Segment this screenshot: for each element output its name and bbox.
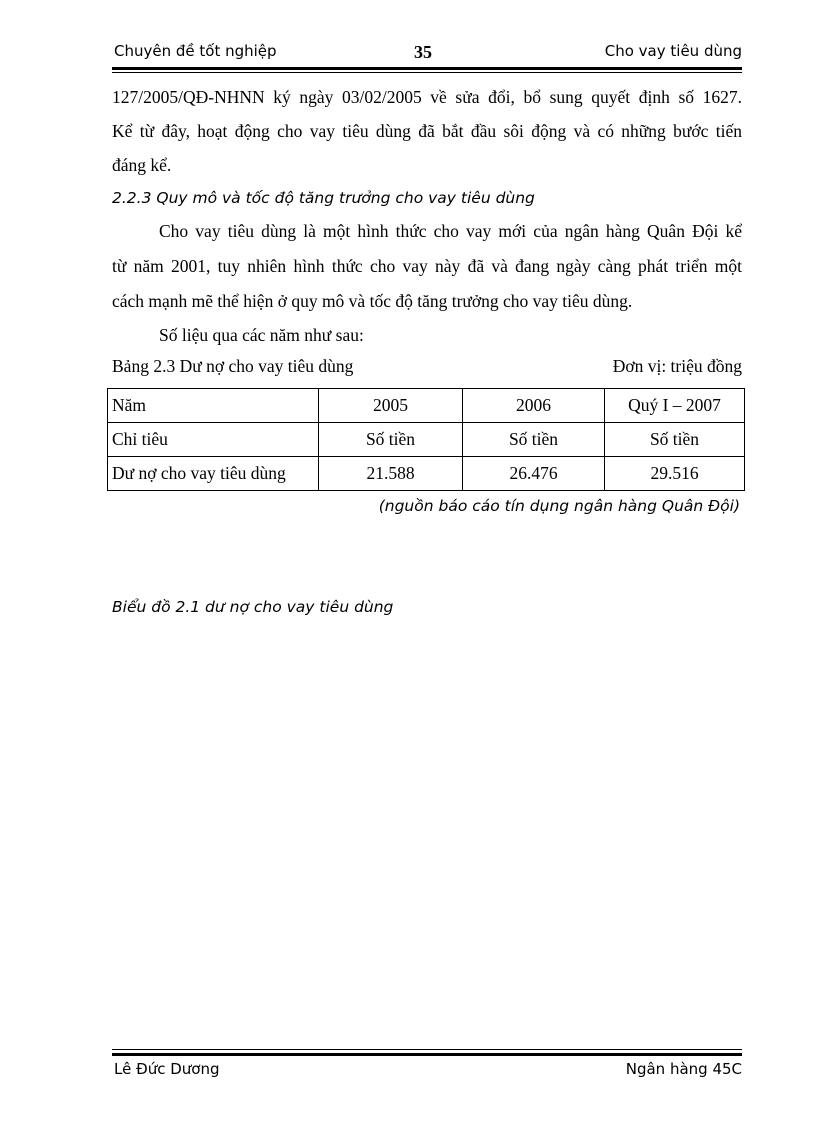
section-heading: 2.2.3 Quy mô và tốc độ tăng trưởng cho vay tiêu dùng <box>112 189 535 207</box>
page-number: 35 <box>414 42 432 62</box>
footer-rule-thick <box>112 1053 742 1056</box>
table-cell: 2005 <box>319 389 463 423</box>
header-rule-thin <box>112 72 742 73</box>
footer-rule-thin <box>112 1049 742 1050</box>
paragraph-line: Kể từ đây, hoạt động cho vay tiêu dùng đã bắt đầu sôi động và có những bước tiến <box>112 121 742 141</box>
table-row <box>108 457 745 491</box>
table-row <box>108 423 745 457</box>
table-cell: Năm <box>108 389 319 423</box>
table-cell: 21.588 <box>319 457 463 491</box>
paragraph-line: Cho vay tiêu dùng là một hình thức cho vay mới của ngân hàng Quân Đội kể <box>159 221 742 241</box>
paragraph-line: Số liệu qua các năm như sau: <box>159 325 364 345</box>
header-right-title: Cho vay tiêu dùng <box>604 42 742 60</box>
table-cell: Quý I – 2007 <box>605 389 745 423</box>
footer-class: Ngân hàng 45C <box>625 1060 742 1078</box>
table-row <box>108 389 745 423</box>
table-cell: Số tiền <box>463 423 605 457</box>
table-caption-row <box>112 356 742 377</box>
chart-caption: Biểu đồ 2.1 dư nợ cho vay tiêu dùng <box>112 598 394 616</box>
table-cell: Số tiền <box>605 423 745 457</box>
table-cell: 29.516 <box>605 457 745 491</box>
table-cell: 26.476 <box>463 457 605 491</box>
header-left-title: Chuyên đề tốt nghiệp <box>114 42 277 60</box>
table-cell: Dư nợ cho vay tiêu dùng <box>108 457 319 491</box>
paragraph-line: từ năm 2001, tuy nhiên hình thức cho vay này đã và đang ngày càng phát triển một <box>112 256 742 276</box>
table-source-note: (nguồn báo cáo tín dụng ngân hàng Quân Đội) <box>378 497 740 515</box>
table-cell: Số tiền <box>319 423 463 457</box>
data-table <box>107 388 745 491</box>
table-cell: 2006 <box>463 389 605 423</box>
header-rule-thick <box>112 67 742 70</box>
table-caption: Bảng 2.3 Dư nợ cho vay tiêu dùng <box>112 356 354 376</box>
page-header <box>112 40 742 66</box>
footer-author: Lê Đức Dương <box>114 1060 220 1078</box>
table-cell: Chỉ tiêu <box>108 423 319 457</box>
table-unit: Đơn vị: triệu đồng <box>612 356 742 376</box>
paragraph-line: cách mạnh mẽ thể hiện ở quy mô và tốc độ tăng trưởng cho vay tiêu dùng. <box>112 291 633 311</box>
paragraph-line: đáng kể. <box>112 155 172 175</box>
paragraph-line: 127/2005/QĐ-NHNN ký ngày 03/02/2005 về sửa đổi, bổ sung quyết định số 1627. <box>112 87 742 107</box>
